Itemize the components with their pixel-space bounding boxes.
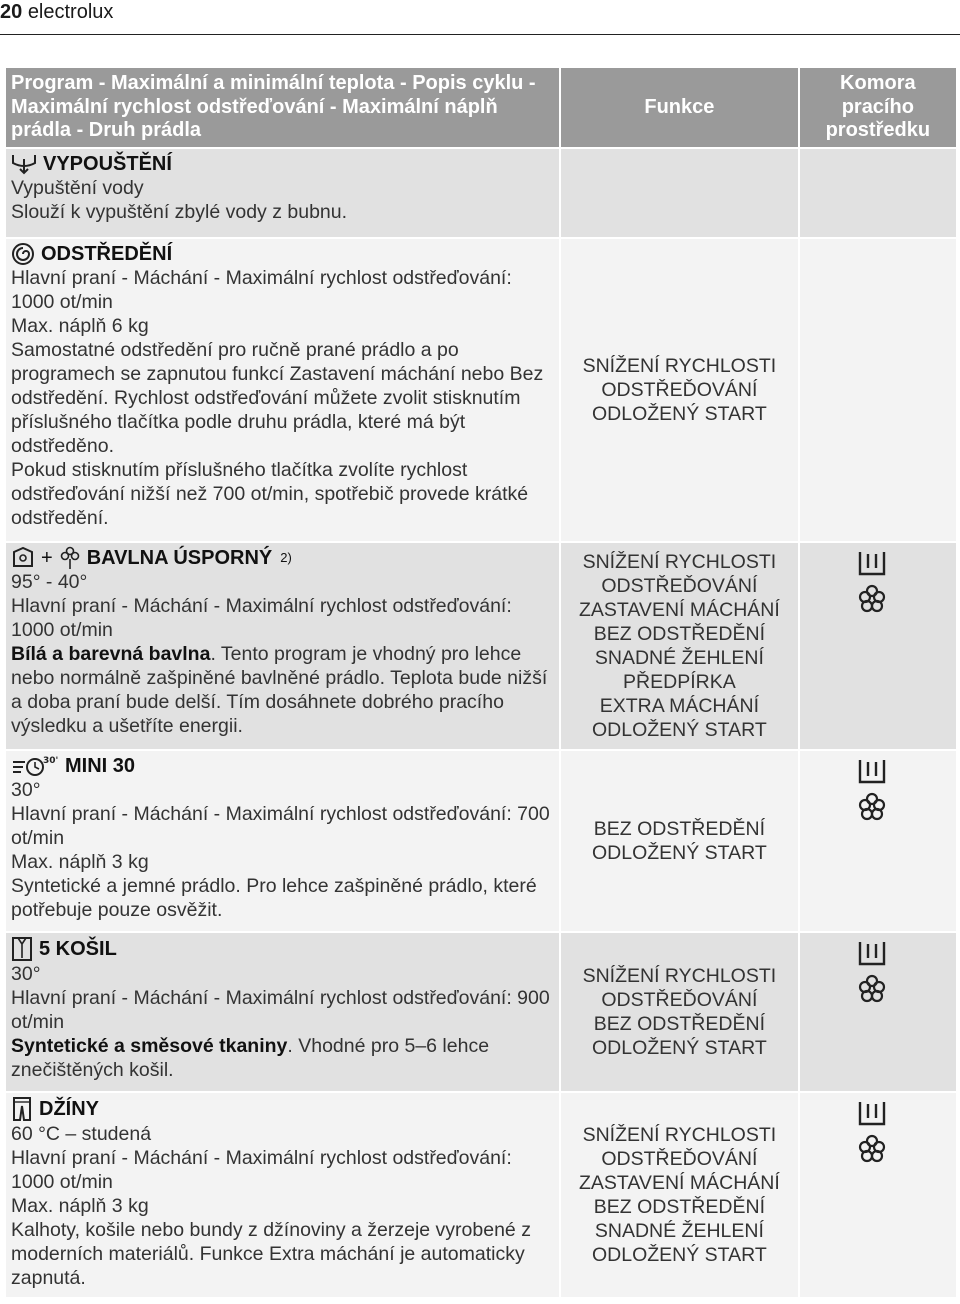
- detergent-cell: [800, 149, 956, 237]
- program-line: Max. náplň 6 kg: [11, 314, 149, 337]
- program-line: Max. náplň 3 kg: [11, 850, 149, 873]
- jeans-icon: [11, 1096, 33, 1122]
- table-row: [6, 149, 956, 237]
- program-line: 30°: [11, 962, 41, 985]
- function-item: BEZ ODSTŘEDĚNÍ: [593, 1195, 765, 1218]
- header-detergent: Komora pracího prostředku: [800, 68, 956, 147]
- svg-text:30': 30': [43, 755, 59, 766]
- function-item: ZASTAVENÍ MÁCHÁNÍ: [578, 1171, 780, 1194]
- program-line: 60 °C – studená: [11, 1122, 152, 1145]
- program-cell: [6, 149, 559, 237]
- softener-compartment-icon: [857, 1134, 887, 1164]
- program-title: ODSTŘEDĚNÍ: [11, 242, 554, 266]
- program-title: + BAVLNA ÚSPORNÝ 2): [11, 546, 554, 570]
- program-cell: [6, 933, 559, 1091]
- program-line: Vypuštění vody: [11, 176, 144, 199]
- softener-compartment-icon: [857, 974, 887, 1004]
- function-item: ODLOŽENÝ START: [591, 1243, 767, 1266]
- program-cell: [6, 543, 559, 749]
- detergent-cell: [800, 543, 956, 749]
- mini-30-icon: [11, 754, 59, 778]
- program-title: 5 KOŠIL: [11, 936, 554, 962]
- function-item: ZASTAVENÍ MÁCHÁNÍ: [578, 598, 780, 621]
- table-row: [6, 1093, 956, 1297]
- footnote-mark: 2): [280, 549, 292, 565]
- drain-icon: [11, 153, 37, 175]
- main-wash-compartment-icon: [857, 940, 887, 968]
- detergent-cell: [800, 239, 956, 541]
- program-line: Hlavní praní - Máchání - Maximální rychlost odstřeďování: 1000 ot/min: [11, 266, 512, 313]
- function-item: SNÍŽENÍ RYCHLOSTI ODSTŘEĎOVÁNÍ: [582, 354, 777, 401]
- program-cell: [6, 239, 559, 541]
- function-item: PŘEDPÍRKA: [623, 670, 736, 693]
- functions-cell: [561, 933, 797, 1091]
- header-functions: Funkce: [561, 68, 797, 147]
- cotton-icon: [11, 546, 35, 570]
- function-item: ODLOŽENÝ START: [591, 1036, 767, 1059]
- functions-cell: [561, 239, 797, 541]
- program-line: Hlavní praní - Máchání - Maximální rychlost odstřeďování: 1000 ot/min: [11, 594, 512, 641]
- function-item: EXTRA MÁCHÁNÍ: [599, 694, 760, 717]
- detergent-cell: [800, 751, 956, 931]
- page-header: [0, 0, 113, 24]
- program-line: Pokud stisknutím příslušného tlačítka zvolíte rychlost odstřeďování nižší než 700 ot/min, spotřebič provede krátké odstředění.: [11, 458, 529, 529]
- main-wash-compartment-icon: [857, 1100, 887, 1128]
- program-line: Hlavní praní - Máchání - Maximální rychlost odstřeďování: 1000 ot/min: [11, 1146, 512, 1193]
- program-title: DŽÍNY: [11, 1096, 554, 1122]
- program-line: Hlavní praní - Máchání - Maximální rychlost odstřeďování: 700 ot/min: [11, 802, 550, 849]
- page-number: 20: [0, 1, 23, 23]
- functions-cell: [561, 751, 797, 931]
- table-row: [6, 543, 956, 749]
- program-title: VYPOUŠTĚNÍ: [11, 152, 554, 176]
- function-item: BEZ ODSTŘEDĚNÍ: [593, 1012, 765, 1035]
- functions-cell: [561, 1093, 797, 1297]
- function-item: SNÍŽENÍ RYCHLOSTI ODSTŘEĎOVÁNÍ: [582, 550, 777, 597]
- function-item: ODLOŽENÝ START: [591, 841, 767, 864]
- function-item: SNADNÉ ŽEHLENÍ: [594, 1219, 764, 1242]
- function-item: SNADNÉ ŽEHLENÍ: [594, 646, 764, 669]
- program-line: 30°: [11, 778, 41, 801]
- program-line: Slouží k vypuštění zbylé vody z bubnu.: [11, 200, 348, 223]
- function-item: SNÍŽENÍ RYCHLOSTI ODSTŘEĎOVÁNÍ: [582, 964, 777, 1011]
- softener-compartment-icon: [857, 584, 887, 614]
- brand-name: electrolux: [27, 1, 114, 23]
- program-cell: [6, 751, 559, 931]
- program-description: Bílá a barevná bavlna. Tento program je vhodný pro lehce nebo normálně zašpiněné bavlněné prádlo. Teplota bude nižší a doba praní bude delší. Tím dosáhnete dobrého pracího výsledku a ušetříte energii.: [11, 642, 548, 737]
- detergent-cell: [800, 933, 956, 1091]
- table-row: [6, 933, 956, 1091]
- spin-icon: [11, 242, 35, 266]
- table-row: [6, 751, 956, 931]
- program-line: Samostatné odstředění pro ručně prané prádlo a po programech se zapnutou funkcí Zastavení máchání nebo Bez odstředění. Rychlost odstřeďování můžete zvolit stisknutím příslušného tlačítka podle druhu prádla, které má být odstředěno.: [11, 338, 544, 457]
- program-cell: [6, 1093, 559, 1297]
- function-item: ODLOŽENÝ START: [591, 402, 767, 425]
- function-item: SNÍŽENÍ RYCHLOSTI ODSTŘEĎOVÁNÍ: [582, 1123, 777, 1170]
- table-header-row: [6, 68, 956, 147]
- function-item: BEZ ODSTŘEDĚNÍ: [593, 817, 765, 840]
- program-line: Hlavní praní - Máchání - Maximální rychlost odstřeďování: 900 ot/min: [11, 986, 550, 1033]
- header-rule: [0, 34, 960, 35]
- program-line: Kalhoty, košile nebo bundy z džínoviny a žerzeje vyrobené z moderních materiálů. Funkce Extra máchání je automaticky zapnutá.: [11, 1218, 531, 1289]
- header-program: Program - Maximální a minimální teplota - Popis cyklu - Maximální rychlost odstřeďování - Maximální náplň prádla - Druh prádla: [6, 68, 559, 147]
- function-item: BEZ ODSTŘEDĚNÍ: [593, 622, 765, 645]
- program-line: 95° - 40°: [11, 570, 88, 593]
- shirt-icon: [11, 936, 33, 962]
- softener-compartment-icon: [857, 792, 887, 822]
- function-item: ODLOŽENÝ START: [591, 718, 767, 741]
- table-row: [6, 239, 956, 541]
- eco-flower-icon: [59, 546, 81, 570]
- program-title: 30' MINI 30: [11, 754, 554, 778]
- program-line: Max. náplň 3 kg: [11, 1194, 149, 1217]
- functions-cell: [561, 149, 797, 237]
- program-table: [4, 66, 958, 1299]
- main-wash-compartment-icon: [857, 550, 887, 578]
- program-description: Syntetické a směsové tkaniny. Vhodné pro 5–6 lehce znečištěných košil.: [11, 1034, 490, 1081]
- main-wash-compartment-icon: [857, 758, 887, 786]
- detergent-cell: [800, 1093, 956, 1297]
- functions-cell: [561, 543, 797, 749]
- program-line: Syntetické a jemné prádlo. Pro lehce zašpiněné prádlo, které potřebuje pouze osvěžit.: [11, 874, 537, 921]
